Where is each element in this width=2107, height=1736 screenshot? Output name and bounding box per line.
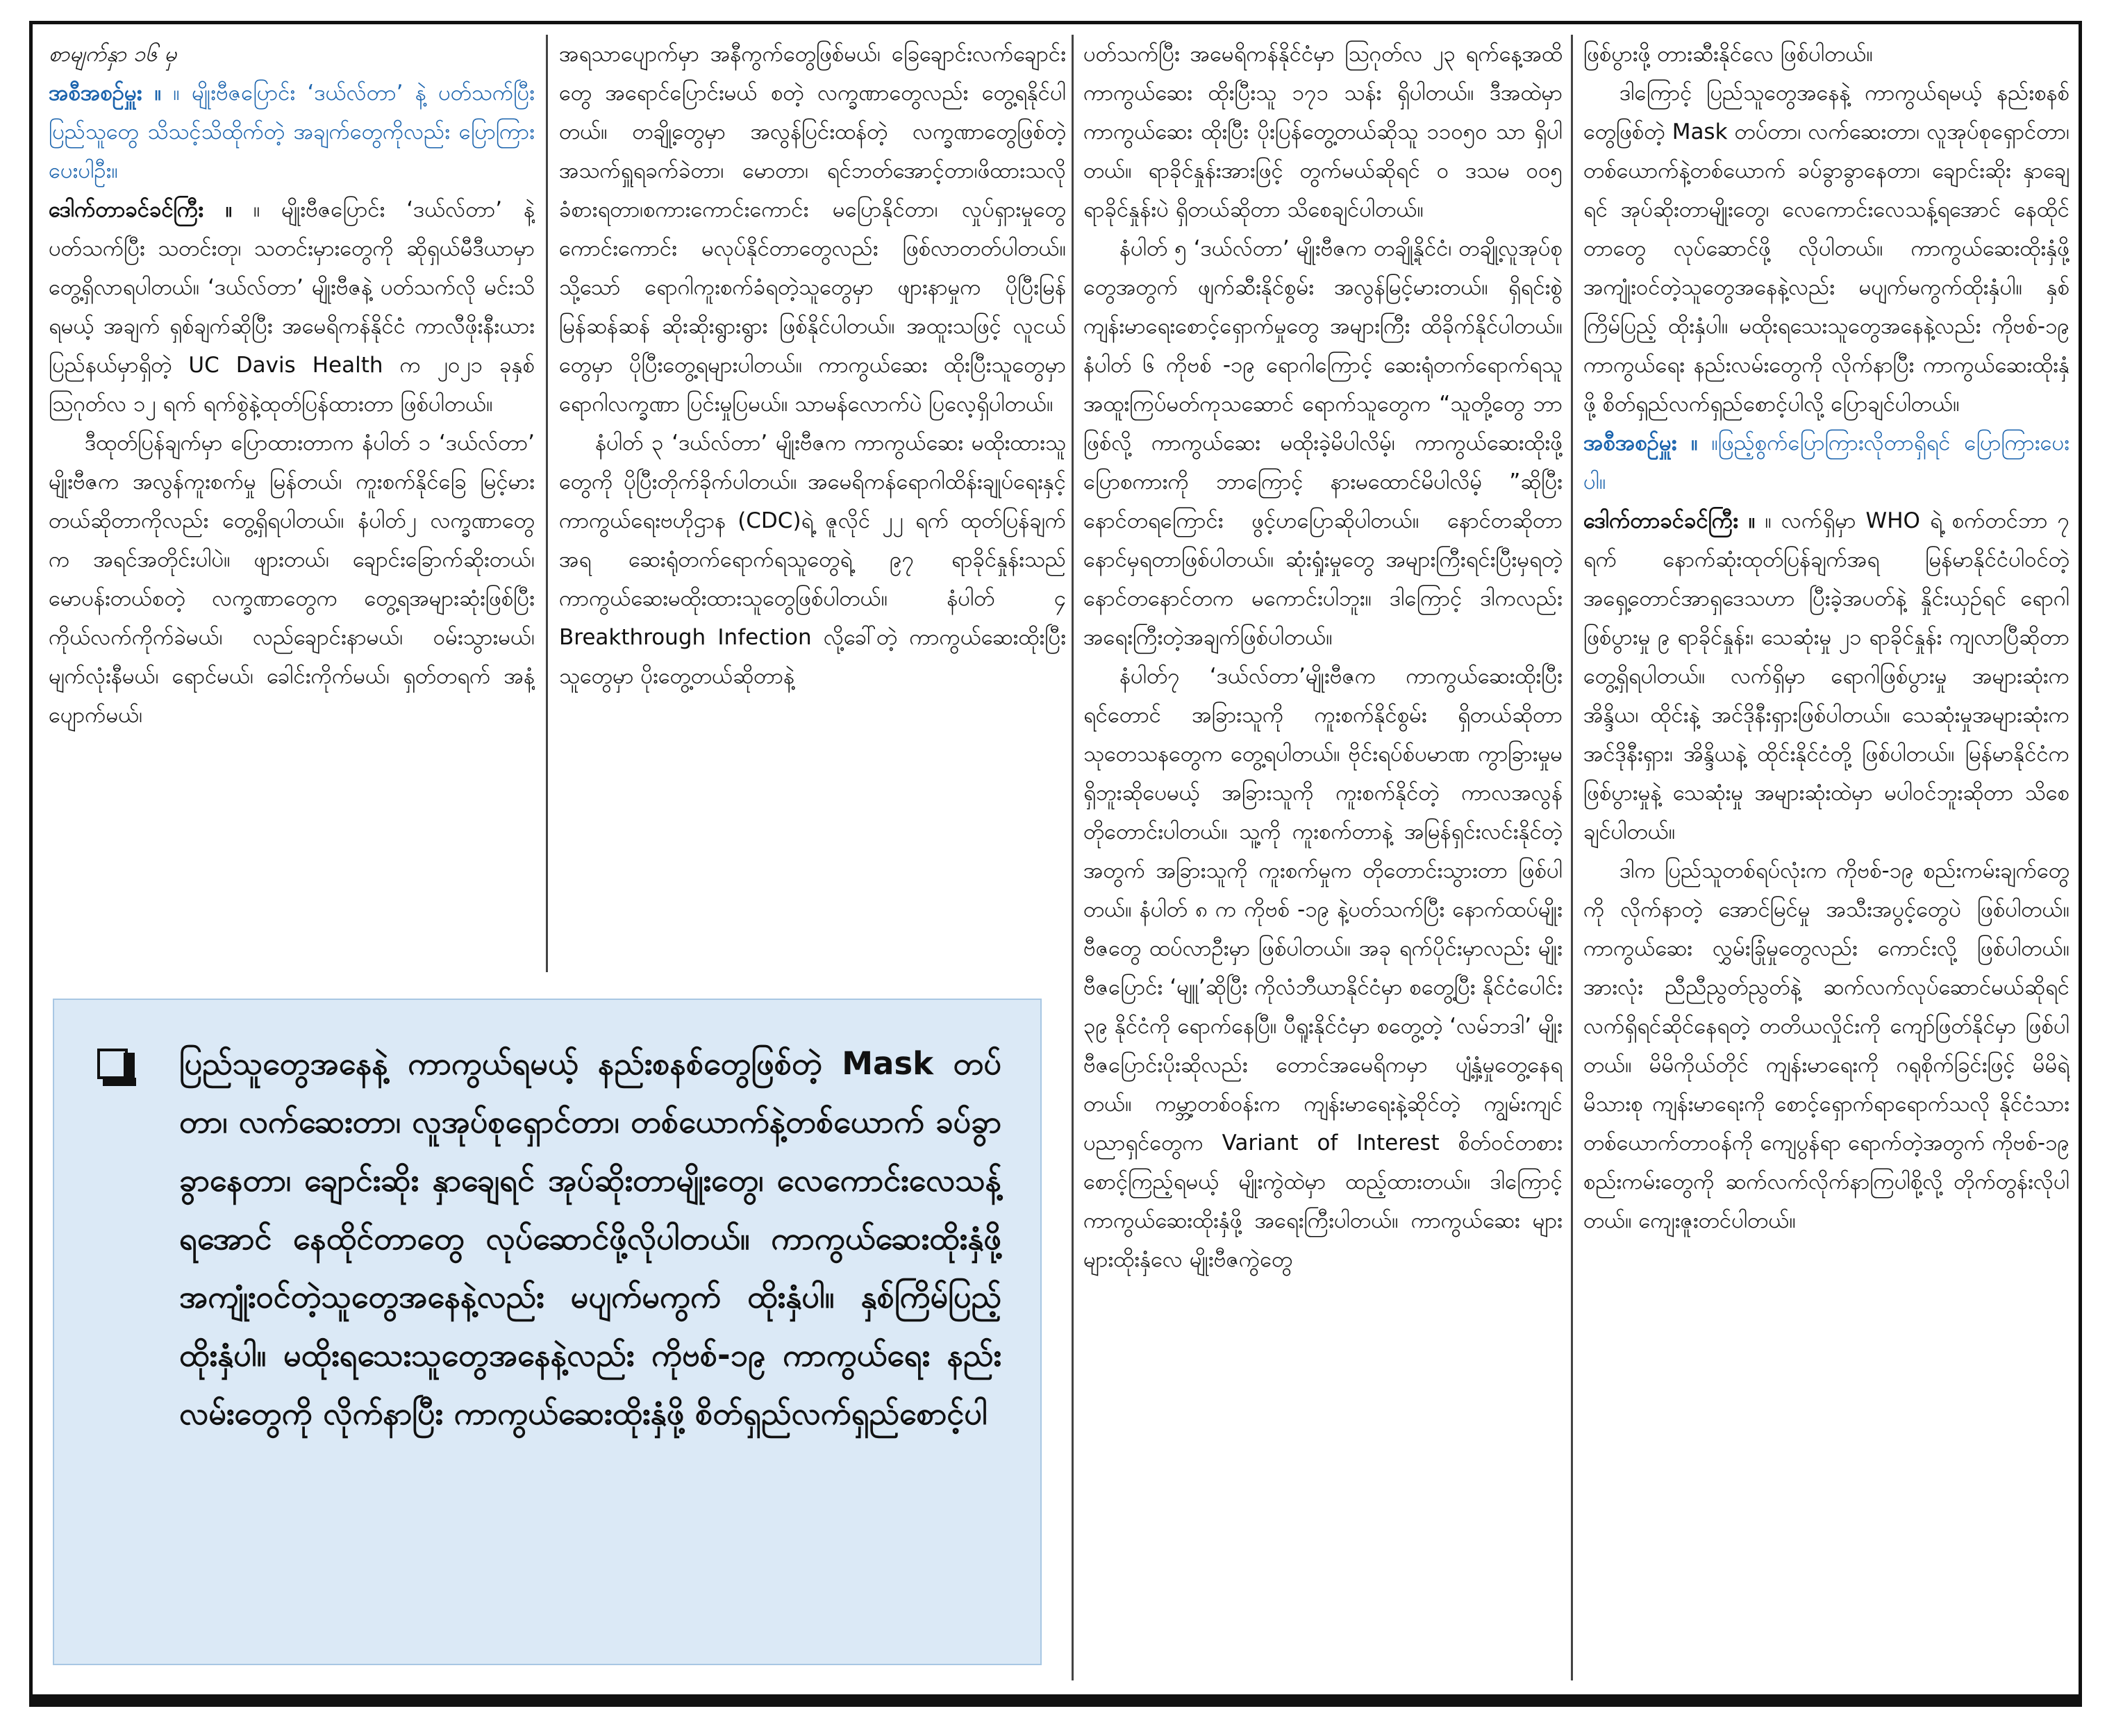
speaker-tag: ဒေါက်တာခင်ခင်ကြီး ။ (49, 197, 233, 222)
question-1 (49, 74, 535, 190)
bottom-rule (29, 1694, 2082, 1707)
paragraph: ပတ်သက်ပြီး အမေရိကန်နိုင်ငံမှာ ဩဂုတ်လ ၂၃ ရက်နေ့အထိ ကာကွယ်ဆေး ထိုးပြီးသူ ၁၇၁ သန်း ရှိပါတယ်။ ဒီအထဲမှာ ကာကွယ်ဆေး ထိုးပြီး ပိုးပြန်တွေ့တယ်ဆိုသူ ၁၁၀၅၀ သာ ရှိပါတယ်။ ရာခိုင်နှုန်းအားဖြင့် တွက်မယ်ဆိုရင် ၀ ဒသမ ၀၀၅ ရာခိုင်နှုန်းပဲ ရှိတယ်ဆိုတာ သိစေချင်ပါတယ်။ (1083, 42, 1563, 222)
paragraph: နံပါတ် ၅ ‘ဒယ်လ်တာ’ မျိုးဗီဇက တချို့နိုင်ငံ၊ တချို့လူအုပ်စုတွေအတွက် ဖျက်ဆီးနိုင်စွမ်း အလွန်မြင့်မားတယ်။ ရှိရင်းစွဲ ကျန်းမာရေးစောင့်ရှောက်မှုတွေ အများကြီး ထိခိုက်နိုင်ပါတယ်။ နံပါတ် ၆ ကိုဗစ် -၁၉ ရောဂါကြောင့် ဆေးရုံတက်ရောက်ရသူ အထူးကြပ်မတ်ကုသဆောင် ရောက်သူတွေက “သူတို့တွေ ဘာဖြစ်လို့ ကာကွယ်ဆေး မထိုးခဲ့မိပါလိမ့်၊ ကာကွယ်ဆေးထိုးဖို့ ပြောစကားကို ဘာကြောင့် နားမထောင်မိပါလိမ့် ”ဆိုပြီး နောင်တရကြောင်း ဖွင့်ဟပြောဆိုပါတယ်။ နောင်တဆိုတာ နောင်မှရတာဖြစ်ပါတယ်။ ဆုံးရှုံးမှုတွေ အများကြီးရင်းပြီးမှရတဲ့ နောင်တနောင်တက မကောင်းပါဘူး။ ဒါကြောင့် ဒါကလည်း အရေးကြီးတဲ့အချက်ဖြစ်ပါတယ်။ (1083, 236, 1563, 650)
paragraph: နံပါတ်၇ ‘ဒယ်လ်တာ’မျိုးဗီဇက ကာကွယ်ဆေးထိုးပြီးရင်တောင် အခြားသူကို ကူးစက်နိုင်စွမ်း ရှိတယ်ဆိုတာ သုတေသနတွေက တွေ့ရပါတယ်။ ဗိုင်းရပ်စ်ပမာဏ ကွာခြားမှုမရှိဘူးဆိုပေမယ့် အခြားသူကို ကူးစက်နိုင်တဲ့ ကာလအလွန်တိုတောင်းပါတယ်။ သူ့ကို ကူးစက်တာနဲ့ အမြန်ရှင်းလင်းနိုင်တဲ့အတွက် အခြားသူကို ကူးစက်မှုက တိုတောင်းသွားတာ ဖြစ်ပါတယ်။ နံပါတ် ၈ က ကိုဗစ် -၁၉ နဲ့ပတ်သက်ပြီး နောက်ထပ်မျိုးဗီဇတွေ ထပ်လာဦးမှာ ဖြစ်ပါတယ်။ အခု ရက်ပိုင်းမှာလည်း မျိုးဗီဇပြောင်း ‘မျူ’ဆိုပြီး ကိုလံဘီယာနိုင်ငံမှာ စတွေ့ပြီး နိုင်ငံပေါင်း ၃၉ နိုင်ငံကို ရောက်နေပြီ။ ပီရူးနိုင်ငံမှာ စတွေ့တဲ့ ‘လမ်ဘဒါ’ မျိုးဗီဇပြောင်းပိုးဆိုလည်း တောင်အမေရိကမှာ ပျံ့နှံ့မှုတွေ့နေရတယ်။ ကမ္ဘာ့တစ်ဝန်းက ကျန်းမာရေးနဲ့ဆိုင်တဲ့ ကျွမ်းကျင်ပညာရှင်တွေက Variant of Interest စိတ်ဝင်တစား စောင့်ကြည့်ရမယ့် မျိုးကွဲထဲမှာ ထည့်ထားတယ်။ ဒါကြောင့် ကာကွယ်ဆေးထိုးနှံဖို့ အရေးကြီးပါတယ်။ ကာကွယ်ဆေး များများထိုးနှံလေ မျိုးဗီဇကွဲတွေ (1083, 664, 1563, 1272)
answer-2 (1583, 501, 2069, 851)
column-divider (546, 35, 548, 972)
column-divider (1571, 35, 1573, 1680)
paragraph: အရသာပျောက်မှာ အနီကွက်တွေဖြစ်မယ်၊ ခြေချောင်းလက်ချောင်းတွေ အရောင်ပြောင်းမယ် စတဲ့ လက္ခဏာတွေလည်း တွေ့ရနိုင်ပါတယ်။ တချို့တွေမှာ အလွန်ပြင်းထန်တဲ့ လက္ခဏာတွေဖြစ်တဲ့ အသက်ရှူရခက်ခဲတာ၊ မောတာ၊ ရင်ဘတ်အောင့်တာ၊ဖိထားသလိုခံစားရတာ၊စကားကောင်းကောင်း မပြောနိုင်တာ၊ လှုပ်ရှားမှုတွေ ကောင်းကောင်း မလုပ်နိုင်တာတွေလည်း ဖြစ်လာတတ်ပါတယ်။ သို့သော် ရောဂါကူးစက်ခံရတဲ့သူတွေမှာ ဖျားနာမှုက ပိုပြီးမြန်မြန်ဆန်ဆန် ဆိုးဆိုးရွားရွား ဖြစ်နိုင်ပါတယ်။ အထူးသဖြင့် လူငယ်တွေမှာ ပိုပြီးတွေ့ရများပါတယ်။ ကာကွယ်ဆေး ထိုးပြီးသူတွေမှာ ရောဂါလက္ခဏာ ပြင်းမှုပြမယ်။ သာမန်လောက်ပဲ ပြလေ့ရှိပါတယ်။ (559, 42, 1066, 417)
continued-from-label: စာမျက်နှာ ၁၆ မှ (49, 42, 177, 67)
column-divider (1072, 35, 1074, 1680)
paragraph: နံပါတ် ၃ ‘ဒယ်လ်တာ’ မျိုးဗီဇက ကာကွယ်ဆေး မထိုးထားသူတွေကို ပိုပြီးတိုက်ခိုက်ပါတယ်။ အမေရိကန်ရောဂါထိန်းချုပ်ရေးနှင့် ကာကွယ်ရေးဗဟိုဌာန (CDC)ရဲ့ ဇူလိုင် ၂၂ ရက် ထုတ်ပြန်ချက်အရ ဆေးရုံတက်ရောက်ရသူတွေရဲ့ ၉၇ ရာခိုင်နှုန်းသည် ကာကွယ်ဆေးမထိုးထားသူတွေဖြစ်ပါတယ်။ နံပါတ် ၄ Breakthrough Infection လို့ခေါ်တဲ့ ကာကွယ်ဆေးထိုးပြီးသူတွေမှာ ပိုးတွေ့တယ်ဆိုတာနဲ့ (559, 431, 1066, 689)
paragraph: ဒီထုတ်ပြန်ချက်မှာ ပြောထားတာက နံပါတ် ၁ ‘ဒယ်လ်တာ’ မျိုးဗီဇက အလွန်ကူးစက်မှု မြန်တယ်၊ ကူးစက်နိုင်ခြေ မြင့်မားတယ်ဆိုတာကိုလည်း တွေ့ရှိရပါတယ်။ နံပါတ်၂ လက္ခဏာတွေက အရင်အတိုင်းပါပဲ။ ဖျားတယ်၊ ချောင်းခြောက်ဆိုးတယ်၊ မောပန်းတယ်စတဲ့ လက္ခဏာတွေက တွေ့ရအများဆုံးဖြစ်ပြီး ကိုယ်လက်ကိုက်ခဲမယ်၊ လည်ချောင်းနာမယ်၊ ဝမ်းသွားမယ်၊ မျက်လုံးနီမယ်၊ ရောင်မယ်၊ ခေါင်းကိုက်မယ်၊ ရှတ်တရက် အနံ့ပျောက်မယ်၊ (49, 431, 535, 728)
answer-2-text: ။ လက်ရှိမှာ WHO ရဲ့ စက်တင်ဘာ ၇ ရက် နောက်ဆုံးထုတ်ပြန်ချက်အရ မြန်မာနိုင်ငံပါဝင်တဲ့ အရှေ့တောင်အာရှဒေသဟာ ပြီးခဲ့အပတ်နဲ့ နှိုင်းယှဉ်ရင် ရောဂါဖြစ်ပွားမှု ၉ ရာခိုင်နှုန်း၊ သေဆုံးမှု ၂၁ ရာခိုင်နှုန်း ကျလာပြီဆိုတာ တွေ့ရှိရပါတယ်။ လက်ရှိမှာ ရောဂါဖြစ်ပွားမှု အများဆုံးက အိန္ဒိယ၊ ထိုင်းနဲ့ အင်ဒိုနီးရှားဖြစ်ပါတယ်။ သေဆုံးမှုအများဆုံးက အင်ဒိုနီးရှား၊ အိန္ဒိယနဲ့ ထိုင်းနိုင်ငံတို့ ဖြစ်ပါတယ်။ မြန်မာနိုင်ငံက ဖြစ်ပွားမှုနဲ့ သေဆုံးမှု အများဆုံးထဲမှာ မပါဝင်ဘူးဆိုတာ သိစေချင်ပါတယ်။ (1583, 508, 2069, 844)
paragraph: ဖြစ်ပွားဖို့ တားဆီးနိုင်လေ ဖြစ်ပါတယ်။ (1583, 42, 1873, 67)
interviewer-tag: အစီအစဉ်မှူး ။ (49, 81, 162, 106)
article-column-2 (559, 35, 1066, 972)
pull-quote-text: ပြည်သူတွေအနေနဲ့ ကာကွယ်ရမယ့် နည်းစနစ်တွေဖြစ်တဲ့ Mask တပ်တာ၊ လက်ဆေးတာ၊ လူအုပ်စုရှောင်တာ၊ တစ်ယောက်နဲ့တစ်ယောက် ခပ်ခွာခွာနေတာ၊ ချောင်းဆိုး နှာချေရင် အုပ်ဆိုးတာမျိုးတွေ၊ လေကောင်းလေသန့်ရအောင် နေထိုင်တာတွေ လုပ်ဆောင်ဖို့လိုပါတယ်။ ကာကွယ်ဆေးထိုးနှံဖို့ အကျုံးဝင်တဲ့သူတွေအနေနဲ့လည်း မပျက်မကွက် ထိုးနှံပါ။ နှစ်ကြိမ်ပြည့် ထိုးနှံပါ။ မထိုးရသေးသူတွေအနေနဲ့လည်း ကိုဗစ်-၁၉ ကာကွယ်ရေး နည်းလမ်းတွေကို လိုက်နာပြီး ကာကွယ်ဆေးထိုးနှံဖို့ စိတ်ရှည်လက်ရှည်စောင့်ပါ (179, 1045, 1001, 1432)
paragraph: ဒါက ပြည်သူတစ်ရပ်လုံးက ကိုဗစ်-၁၉ စည်းကမ်းချက်တွေကို လိုက်နာတဲ့ အောင်မြင်မှု အသီးအပွင့်တွေပဲ ဖြစ်ပါတယ်။ ကာကွယ်ဆေး လွှမ်းခြုံမှုတွေလည်း ကောင်းလို့ ဖြစ်ပါတယ်။ အားလုံး ညီညီညွတ်ညွတ်နဲ့ ဆက်လက်လုပ်ဆောင်မယ်ဆိုရင် လက်ရှိရင်ဆိုင်နေရတဲ့ တတိယလှိုင်းကို ကျော်ဖြတ်နိုင်မှာ ဖြစ်ပါတယ်။ မိမိကိုယ်တိုင် ကျန်းမာရေးကို ဂရုစိုက်ခြင်းဖြင့် မိမိရဲ့မိသားစု ကျန်းမာရေးကို စောင့်ရှောက်ရာရောက်သလို နိုင်ငံသားတစ်ယောက်တာဝန်ကို ကျေပွန်ရာ ရောက်တဲ့အတွက် ကိုဗစ်-၁၉ စည်းကမ်းတွေကို ဆက်လက်လိုက်နာကြပါစို့လို့ တိုက်တွန်းလိုပါတယ်။ ကျေးဇူးတင်ပါတယ်။ (1583, 858, 2069, 1233)
answer-1-text: ။ မျိုးဗီဇပြောင်း ‘ဒယ်လ်တာ’ နဲ့ပတ်သက်ပြီး သတင်းတု၊ သတင်းမှားတွေကို ဆိုရှယ်မီဒီယာမှာ တွေ့ရှိလာရပါတယ်။ ‘ဒယ်လ်တာ’ မျိုးဗီဇနဲ့ ပတ်သက်လို မင်းသိရမယ့် အချက် ရှစ်ချက်ဆိုပြီး အမေရိကန်နိုင်ငံ ကာလီဖိုးနီးယားပြည်နယ်မှာရှိတဲ့ UC Davis Health က ၂၀၂၁ ခုနှစ် ဩဂုတ်လ ၁၂ ရက် ရက်စွဲနဲ့ထုတ်ပြန်ထားတာ ဖြစ်ပါတယ်။ (49, 197, 535, 417)
article-column-3 (1083, 35, 1563, 1687)
interviewer-tag: အစီအစဉ်မှူး ။ (1583, 431, 1698, 456)
question-2-text: ။ဖြည့်စွက်ပြောကြားလိုတာရှိရင် ပြောကြားပေးပါ။ (1583, 431, 2069, 494)
paragraph: ဒါကြောင့် ပြည်သူတွေအနေနဲ့ ကာကွယ်ရမယ့် နည်းစနစ်တွေဖြစ်တဲ့ Mask တပ်တာ၊ လက်ဆေးတာ၊ လူအုပ်စုရှောင်တာ၊ တစ်ယောက်နဲ့တစ်ယောက် ခပ်ခွာခွာနေတာ၊ ချောင်းဆိုး နှာချေရင် အုပ်ဆိုးတာမျိုးတွေ၊ လေကောင်းလေသန့်ရအောင် နေထိုင်တာတွေ လုပ်ဆောင်ဖို့ လိုပါတယ်။ ကာကွယ်ဆေးထိုးနှံဖို့ အကျုံးဝင်တဲ့သူတွေအနေနဲ့လည်း မပျက်မကွက်ထိုးနှံပါ။ နှစ်ကြိမ်ပြည့် ထိုးနှံပါ။ မထိုးရသေးသူတွေအနေနဲ့လည်း ကိုဗစ်-၁၉ ကာကွယ်ရေး နည်းလမ်းတွေကို လိုက်နာပြီး ကာကွယ်ဆေးထိုးနှံဖို့ စိတ်ရှည်လက်ရှည်စောင့်ပါလို့ ပြောချင်ပါတယ်။ (1583, 81, 2069, 417)
pull-quote-box (53, 999, 1042, 1665)
article-column-1 (49, 35, 535, 972)
question-2 (1583, 424, 2069, 501)
question-1-text: ။ မျိုးဗီဇပြောင်း ‘ဒယ်လ်တာ’ နဲ့ ပတ်သက်ပြီး ပြည်သူတွေ သိသင့်သိထိုက်တဲ့ အချက်တွေကိုလည်း ပြောကြားပေးပါဦး။ (49, 81, 535, 183)
answer-1 (49, 190, 535, 424)
checkbox-bullet-icon (97, 1049, 128, 1079)
speaker-tag: ဒေါက်တာခင်ခင်ကြီး ။ (1583, 508, 1756, 533)
article-column-4 (1583, 35, 2069, 1687)
